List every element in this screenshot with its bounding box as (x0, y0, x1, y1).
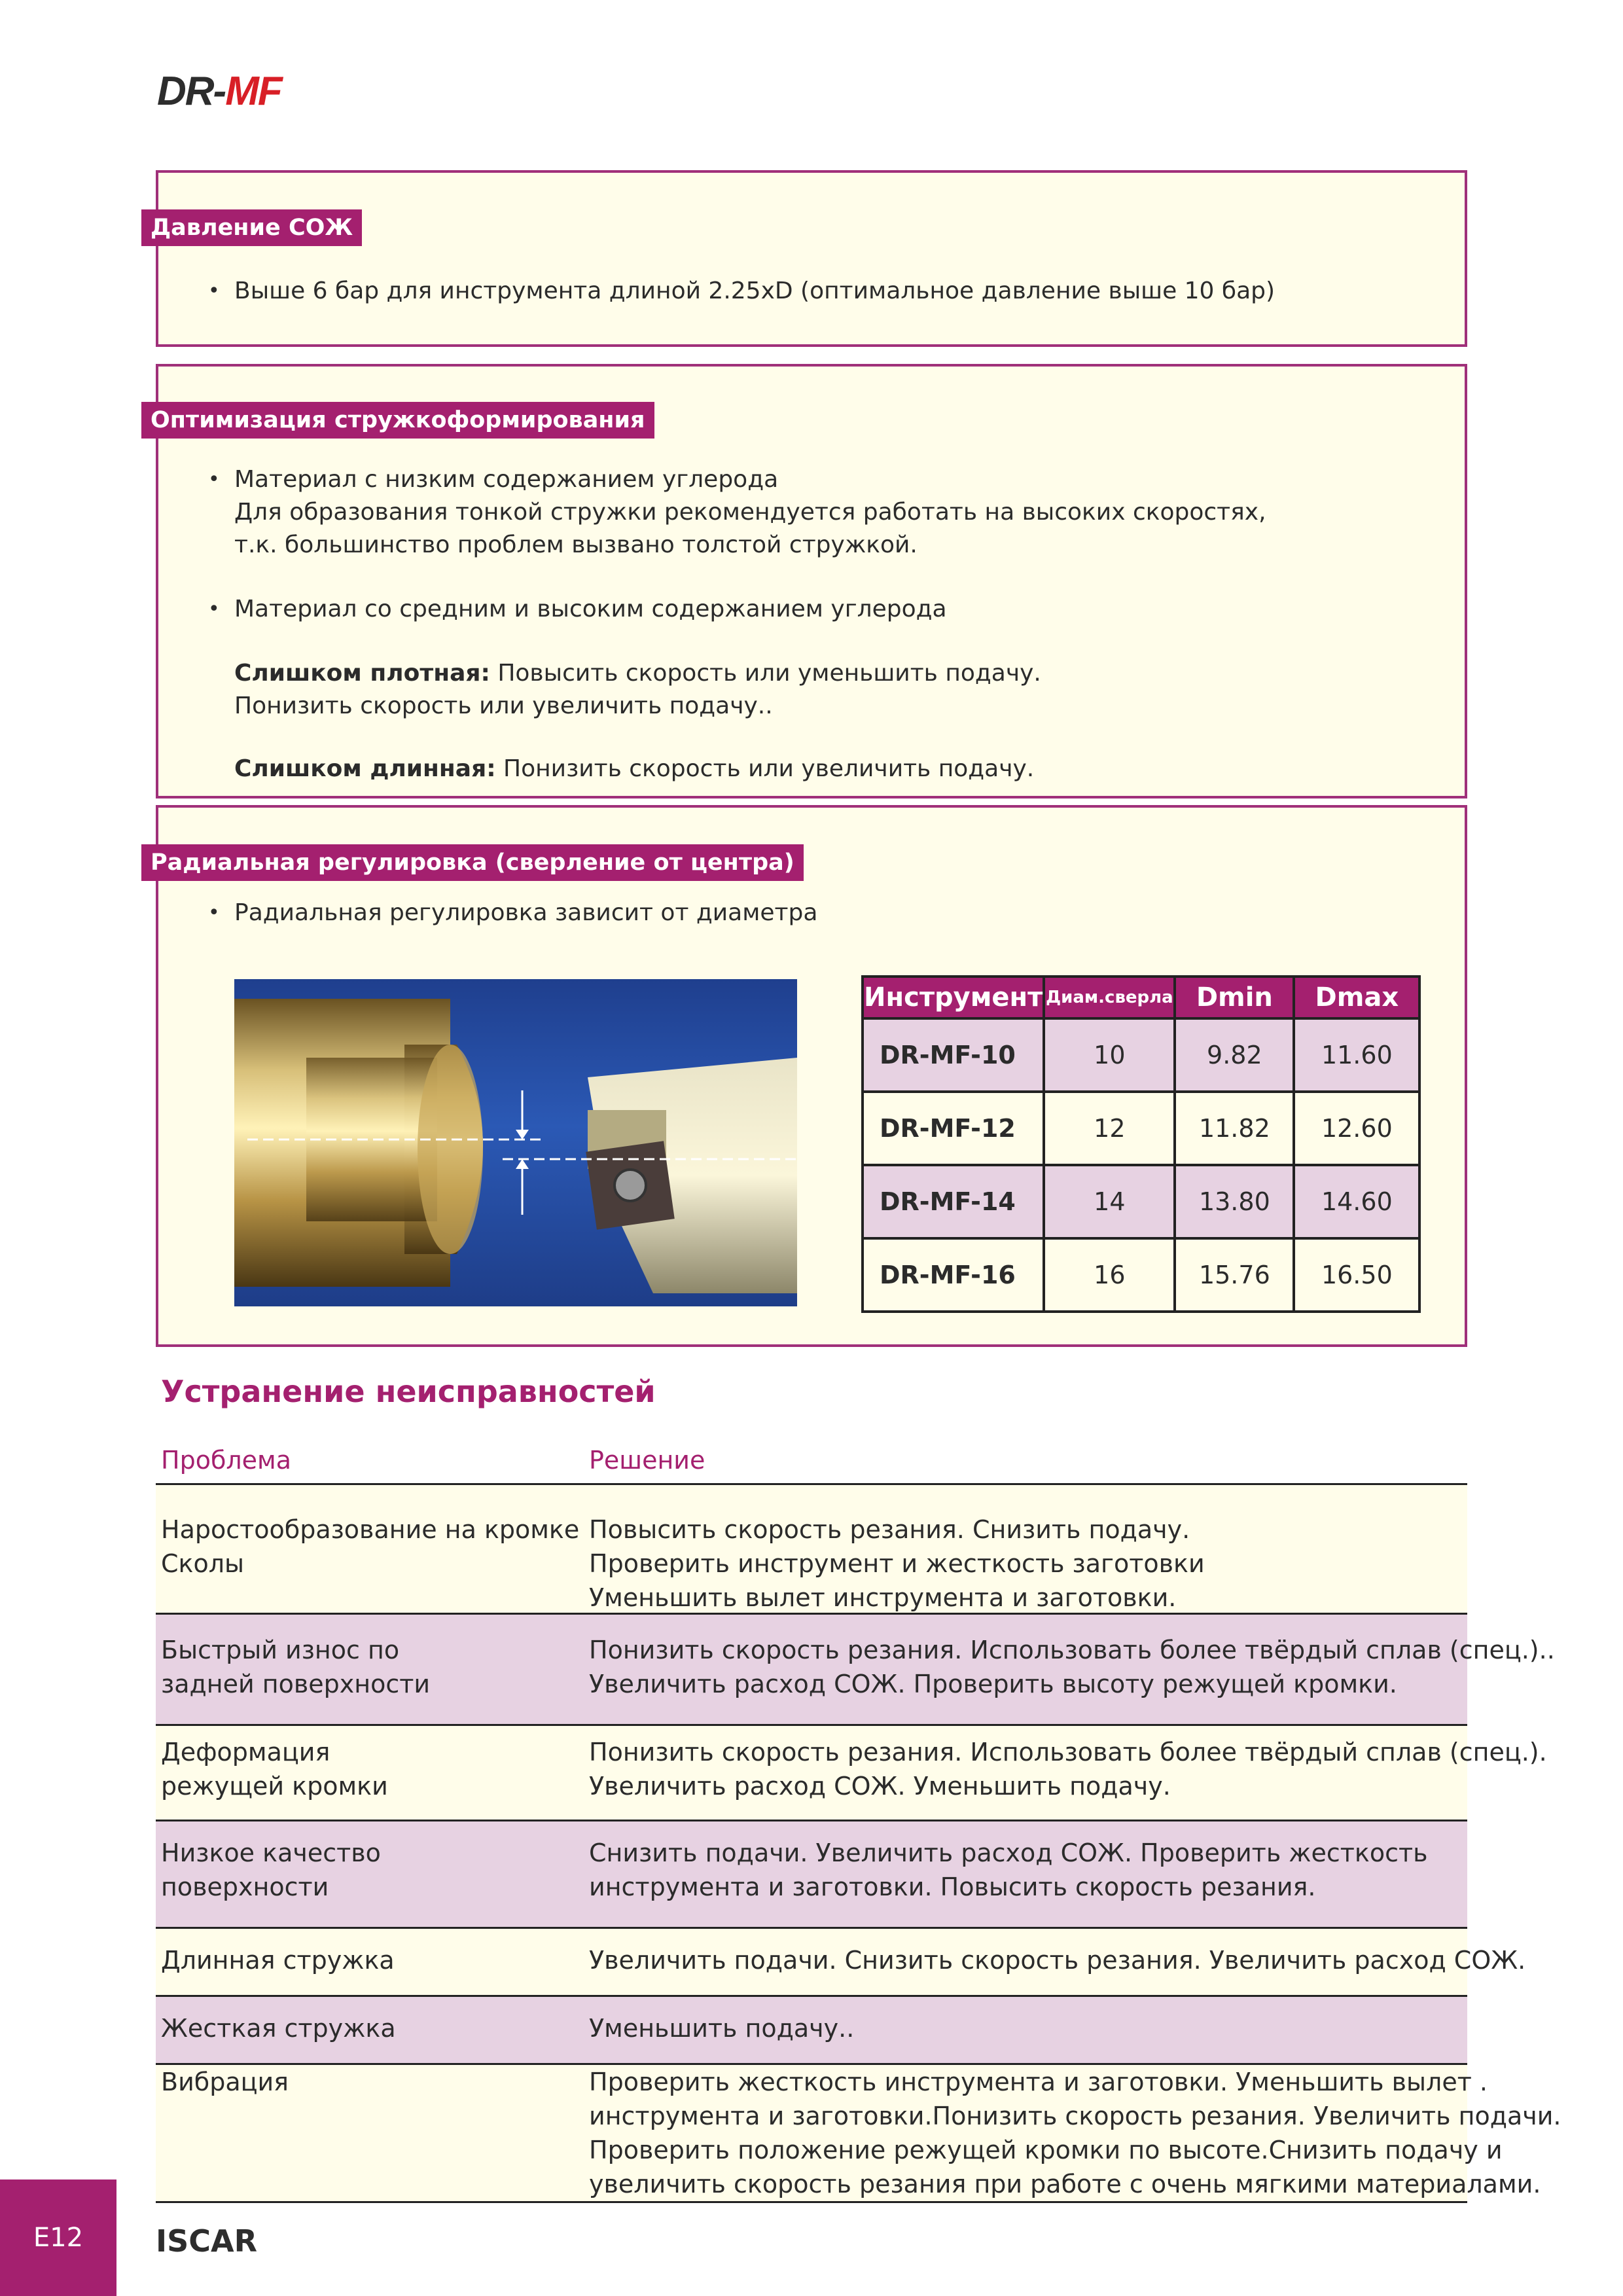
table-row (863, 1238, 1419, 1312)
cell-dmin: 15.76 (1175, 1238, 1294, 1312)
cell-dmax: 11.60 (1294, 1018, 1419, 1092)
troubleshooting-title: Устранение неисправностей (161, 1374, 656, 1409)
chip-b1-line1: Материал с низким содержанием углерода (234, 466, 779, 493)
cell-tool: DR-MF-16 (863, 1238, 1044, 1312)
bullet-icon: • (208, 279, 220, 302)
chip-long (234, 753, 1034, 785)
table-row (863, 1018, 1419, 1092)
th-dmax: Dmax (1294, 977, 1419, 1018)
cell-tool: DR-MF-14 (863, 1165, 1044, 1238)
chip-b1-line2: Для образования тонкой стружки рекомендуется работать на высоких скоростях, (234, 499, 1266, 526)
problem-line: Сколы (161, 1549, 245, 1578)
problem-line: поверхности (161, 1873, 329, 1901)
table-row (156, 1995, 1467, 2063)
cell-diameter: 12 (1044, 1092, 1175, 1165)
table-row (156, 1724, 1547, 1820)
table-row (156, 2063, 1561, 2203)
table-row (156, 1483, 1467, 1613)
drill-illustration (234, 979, 797, 1306)
logo-mf: MF (225, 69, 281, 114)
chip-b2: Материал со средним и высоким содержанием углерода (234, 596, 947, 622)
cell-diameter: 10 (1044, 1018, 1175, 1092)
brand-name: ISCAR (156, 2223, 258, 2259)
chip-dense (234, 657, 1041, 690)
solution-line: Проверить жесткость инструмента и заготовки. Уменьшить вылет . (589, 2068, 1488, 2096)
col-problem-header: Проблема (161, 1446, 291, 1475)
th-tool: Инструмент (863, 977, 1044, 1018)
long-text: Понизить скорость или увеличить подачу. (495, 755, 1035, 782)
solution-line: Увеличить расход СОЖ. Проверить высоту режущей кромки. (589, 1670, 1397, 1698)
cell-dmin: 9.82 (1175, 1018, 1294, 1092)
cell-tool: DR-MF-10 (863, 1018, 1044, 1092)
chip-tag: Оптимизация стружкоформирования (141, 402, 654, 439)
solution-line: инструмента и заготовки.Понизить скорость резания. Увеличить подачи. (589, 2102, 1561, 2130)
cell-dmin: 13.80 (1175, 1165, 1294, 1238)
solution-line: Уменьшить подачу.. (589, 2014, 855, 2043)
radial-text: Радиальная регулировка зависит от диаметра (234, 899, 818, 926)
table-row (156, 1820, 1467, 1927)
table-row (156, 1927, 1526, 1995)
long-label: Слишком длинная: (234, 755, 496, 782)
problem-line: Вибрация (161, 2068, 289, 2096)
cell-dmax: 16.50 (1294, 1238, 1419, 1312)
th-dmin: Dmin (1175, 977, 1294, 1018)
coolant-box (156, 170, 1467, 347)
problem-line: Длинная стружка (161, 1946, 395, 1975)
solution-line: Увеличить подачи. Снизить скорость резания. Увеличить расход СОЖ. (589, 1946, 1526, 1975)
cell-dmax: 12.60 (1294, 1092, 1419, 1165)
dr-mf-logo (157, 71, 281, 113)
solution-line: увеличить скорость резания при работе с очень мягкими материалами. (589, 2170, 1541, 2198)
table-row (156, 1613, 1555, 1724)
dense-label: Слишком плотная: (234, 660, 490, 687)
cell-dmin: 11.82 (1175, 1092, 1294, 1165)
solution-line: Снизить подачи. Увеличить расход СОЖ. Проверить жесткость (589, 1839, 1428, 1867)
bullet-icon: • (208, 468, 220, 491)
table-row (863, 1092, 1419, 1165)
radial-table (861, 975, 1421, 1313)
col-solution-header: Решение (589, 1446, 705, 1475)
radial-tag: Радиальная регулировка (сверление от центра) (141, 844, 804, 881)
solution-line: инструмента и заготовки. Повысить скорость резания. (589, 1873, 1316, 1901)
chip-dense-line2: Понизить скорость или увеличить подачу.. (234, 692, 773, 719)
coolant-tag: Давление СОЖ (141, 209, 362, 246)
problem-line: режущей кромки (161, 1772, 388, 1801)
solution-line: Понизить скорость резания. Использовать более твёрдый сплав (спец.).. (589, 1636, 1555, 1664)
cell-tool: DR-MF-12 (863, 1092, 1044, 1165)
solution-line: Понизить скорость резания. Использовать более твёрдый сплав (спец.). (589, 1738, 1547, 1767)
drill-photo (234, 979, 797, 1306)
solution-line: Увеличить расход СОЖ. Уменьшить подачу. (589, 1772, 1171, 1801)
solution-line: Повысить скорость резания. Снизить подачу. (589, 1515, 1190, 1544)
problem-line: Низкое качество (161, 1839, 381, 1867)
solution-line: Проверить инструмент и жесткость заготовки (589, 1549, 1205, 1578)
solution-line: Уменьшить вылет инструмента и заготовки. (589, 1583, 1177, 1612)
page-number: E12 (0, 2179, 116, 2296)
problem-line: Быстрый износ по (161, 1636, 400, 1664)
cell-dmax: 14.60 (1294, 1165, 1419, 1238)
th-diameter: Диам.сверла (1044, 977, 1175, 1018)
problem-line: Наростообразование на кромке (161, 1515, 580, 1544)
problem-line: Деформация (161, 1738, 330, 1767)
cell-diameter: 14 (1044, 1165, 1175, 1238)
logo-dr: DR- (157, 69, 226, 114)
coolant-text: Выше 6 бар для инструмента длиной 2.25xD (оптимальное давление выше 10 бар) (234, 278, 1275, 304)
table-row (863, 1165, 1419, 1238)
cell-diameter: 16 (1044, 1238, 1175, 1312)
chip-b1-line3: т.к. большинство проблем вызвано толстой стружкой. (234, 531, 918, 558)
dense-text: Повысить скорость или уменьшить подачу. (490, 660, 1041, 687)
problem-line: Жесткая стружка (161, 2014, 396, 2043)
problem-line: задней поверхности (161, 1670, 431, 1698)
solution-line: Проверить положение режущей кромки по высоте.Снизить подачу и (589, 2136, 1503, 2164)
bullet-icon: • (208, 901, 220, 924)
bullet-icon: • (208, 598, 220, 620)
